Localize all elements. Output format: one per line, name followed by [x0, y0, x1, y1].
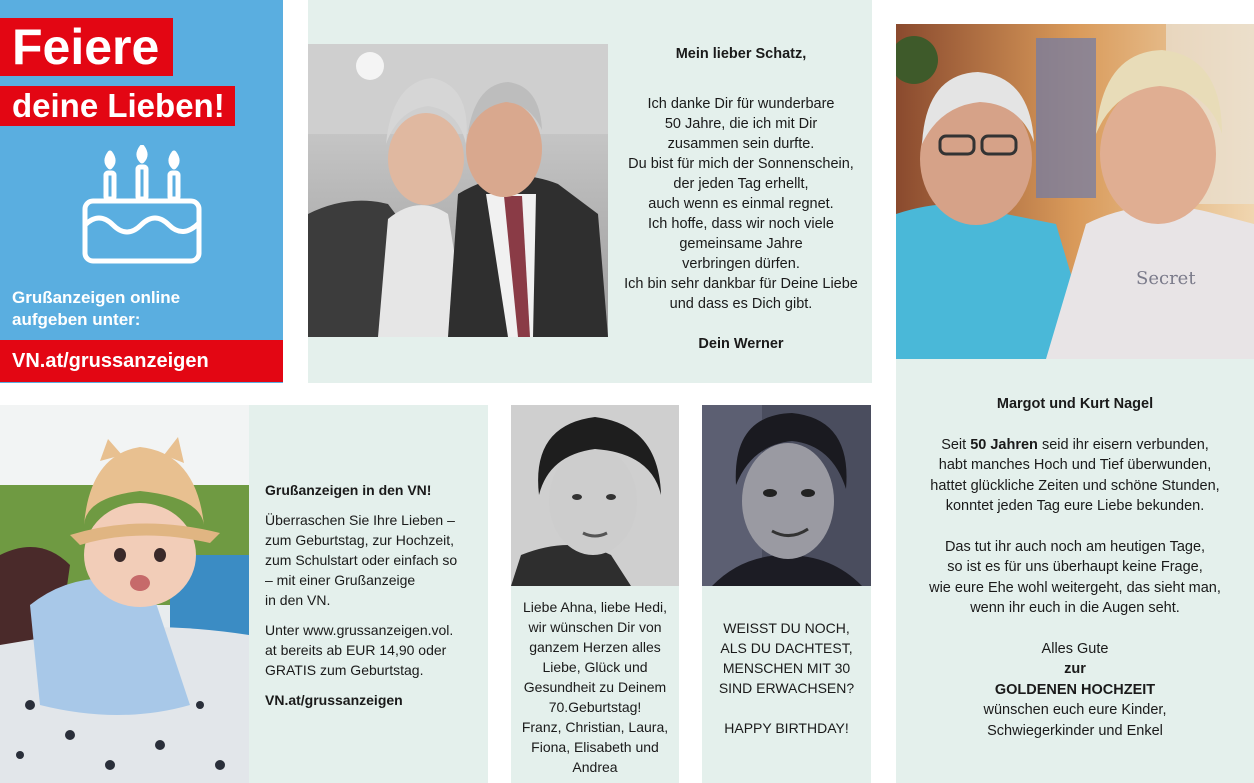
- werner-greeting: Mein lieber Schatz,: [675, 46, 807, 62]
- nagel-verse-line: so ist es für uns überhaupt keine Frage,: [947, 559, 1203, 575]
- nagel-names: Margot und Kurt Nagel: [996, 396, 1154, 412]
- vn-para-line: at bereits ab EUR 14,90 oder: [265, 642, 447, 658]
- vn-heading: Grußanzeigen in den VN!: [265, 482, 432, 498]
- vn-para-line: in den VN.: [265, 592, 331, 608]
- vn-para-line: Unter www.grussanzeigen.vol.: [265, 622, 454, 638]
- nagel-verse-line: wenn ihr euch in die Augen seht.: [970, 600, 1180, 616]
- birthday-line: MENSCHEN MIT 30: [722, 660, 851, 676]
- hedi-line: ganzem Herzen alles: [529, 639, 661, 655]
- vn-para-line: Überraschen Sie Ihre Lieben –: [265, 512, 455, 528]
- nagel-verse-line: konntet jeden Tag eure Liebe bekunden.: [945, 498, 1205, 514]
- hedi-line: Fiona, Elisabeth und: [531, 739, 659, 755]
- hedi-line: Franz, Christian, Laura,: [521, 719, 669, 735]
- werner-signature: Dein Werner: [698, 336, 784, 352]
- nagel-verse-line: Das tut ihr auch noch am heutigen Tage,: [944, 538, 1206, 555]
- nagel-closing: Schwiegerkinder und Enkel: [987, 722, 1163, 739]
- nagel-closing: Alles Gute: [1041, 640, 1109, 657]
- werner-body-line: Du bist für mich der Sonnenschein,: [628, 156, 854, 172]
- werner-body-line: Ich danke Dir für wunderbare: [647, 96, 835, 112]
- werner-body-line: und dass es Dich gibt.: [669, 296, 813, 312]
- werner-body-line: Ich hoffe, dass wir noch viele: [648, 216, 834, 232]
- promo-online-text: [12, 287, 180, 331]
- birthday-message: [702, 618, 871, 738]
- promo-box: [0, 0, 283, 383]
- hedi-line: Andrea: [572, 759, 618, 775]
- hedi-line: 70.Geburtstag!: [548, 699, 642, 715]
- hedi-message: [511, 597, 679, 777]
- baby-photo: [0, 405, 249, 783]
- vn-para-line: zum Schulstart oder einfach so: [265, 552, 458, 568]
- hedi-line: Gesundheit zu Deinem: [523, 679, 667, 695]
- werner-body-line: gemeinsame Jahre: [679, 236, 803, 252]
- svg-text:Secret: Secret: [1136, 268, 1196, 289]
- nagel-couple-photo: [896, 24, 1254, 359]
- werner-message: [610, 44, 872, 354]
- hedi-line: wir wünschen Dir von: [528, 619, 662, 635]
- woman-portrait-photo: [511, 405, 679, 586]
- couple-photo: [308, 44, 608, 337]
- hedi-line: Liebe Ahna, liebe Hedi,: [523, 599, 667, 615]
- birthday-line: ALS DU DACHTEST,: [720, 640, 853, 656]
- werner-body-line: zusammen sein durfte.: [667, 136, 815, 152]
- promo-title-line2: deine Lieben!: [0, 86, 235, 126]
- vn-para-line: GRATIS zum Geburtstag.: [265, 662, 424, 678]
- nagel-closing: wünschen euch eure Kinder,: [983, 702, 1167, 718]
- werner-body-line: 50 Jahre, die ich mit Dir: [664, 116, 818, 132]
- promo-url-link[interactable]: VN.at/grussanzeigen: [0, 340, 283, 382]
- nagel-closing-highlight: GOLDENEN HOCHZEIT: [994, 681, 1156, 698]
- nagel-verse-line: hattet glückliche Zeiten und schöne Stunden,: [930, 477, 1220, 494]
- nagel-verse-line: Seit 50 Jahren seid ihr eisern verbunden,: [941, 436, 1209, 453]
- werner-body-line: Ich bin sehr dankbar für Deine Liebe: [624, 276, 858, 292]
- nagel-verse-line: wie eure Ehe wohl weitergeht, das sieht man,: [929, 579, 1221, 596]
- birthday-closing: HAPPY BIRTHDAY!: [724, 720, 849, 736]
- vn-para-line: – mit einer Grußanzeige: [265, 572, 416, 588]
- birthday-line: SIND ERWACHSEN?: [718, 680, 855, 696]
- birthday-cake-icon: [80, 145, 204, 265]
- hedi-line: Liebe, Glück und: [542, 659, 648, 675]
- vn-info-text: [265, 480, 485, 710]
- promo-online-line1: Grußanzeigen online: [12, 288, 181, 307]
- werner-body-line: der jeden Tag erhellt,: [673, 176, 809, 192]
- promo-title-line1: Feiere: [0, 18, 173, 76]
- promo-online-line2: aufgeben unter:: [12, 310, 141, 329]
- werner-body-line: verbringen dürfen.: [682, 256, 800, 272]
- vn-para-line: zum Geburtstag, zur Hochzeit,: [265, 532, 455, 548]
- nagel-closing: zur: [1064, 661, 1086, 677]
- nagel-message: [896, 394, 1254, 741]
- nagel-verse-line: habt manches Hoch und Tief überwunden,: [938, 457, 1212, 473]
- man-portrait-photo: [702, 405, 871, 586]
- vn-url-link[interactable]: VN.at/grussanzeigen: [265, 692, 403, 708]
- werner-body-line: auch wenn es einmal regnet.: [648, 196, 834, 212]
- birthday-line: WEISST DU NOCH,: [723, 620, 850, 636]
